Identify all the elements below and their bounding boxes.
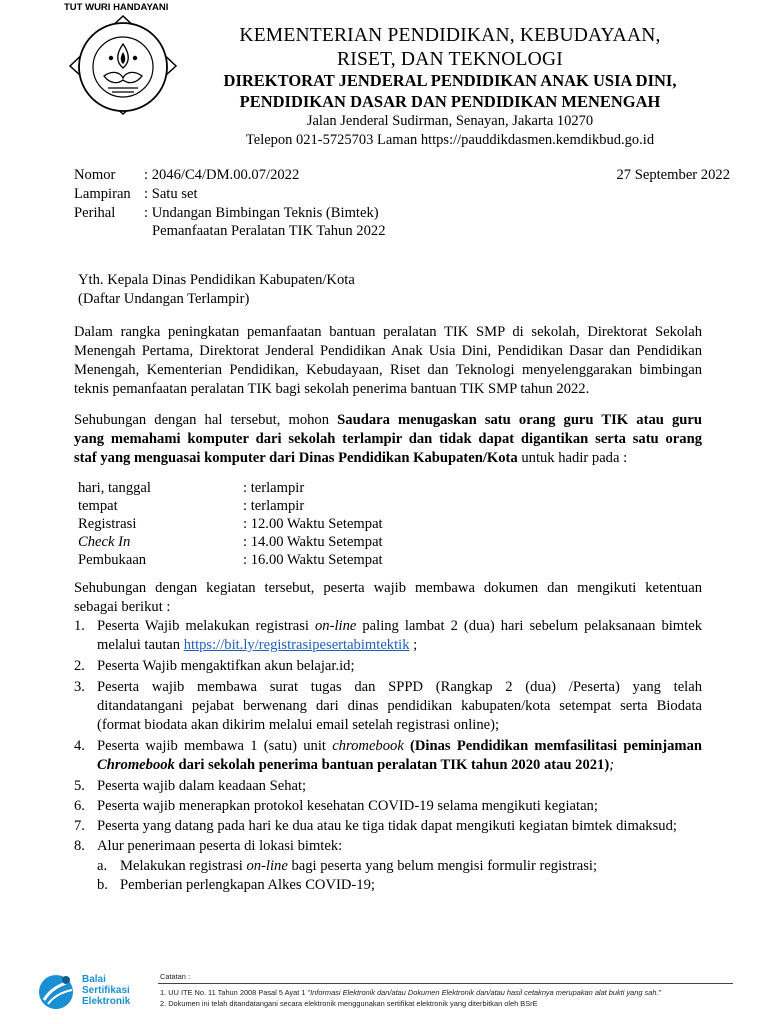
nomor-label: Nomor: [74, 167, 116, 183]
list-item-8: Alur penerimaan peserta di lokasi bimtek:: [97, 838, 343, 854]
note-italic: Informasi Elektronik dan/atau Dokumen Elektronik dan/atau hasil cetaknya merupakan alat bukti yang sah.: [310, 988, 659, 997]
footer-catatan: Catatan :: [160, 972, 190, 981]
schedule-table: [0, 479, 768, 575]
list-item-3-line3: (format biodata akan dikirim melalui email setelah registrasi online);: [97, 717, 500, 733]
schedule-value: : terlampir: [243, 480, 305, 496]
contact: Telepon 021-5725703 Laman https://pauddikdasmen.kemdikbud.go.id: [245, 132, 655, 148]
item-text: Peserta wajib membawa 1 (satu) unit: [97, 738, 333, 754]
para2-bold: Saudara menugaskan satu orang guru TIK atau guru: [337, 412, 703, 428]
list-number: 6.: [74, 798, 85, 814]
item-text: Peserta Wajib melakukan registrasi: [97, 618, 315, 634]
item-bold: dari sekolah penerima bantuan peralatan TIK tahun 2020 atau 2021): [174, 757, 610, 773]
paragraph-request: [74, 411, 702, 468]
bsre-name-line: Sertifikasi: [82, 985, 130, 996]
footer-divider: [158, 983, 733, 984]
perihal-value-cont: Pemanfaatan Peralatan TIK Tahun 2022: [152, 223, 386, 239]
item-bold-italic: Chromebook: [97, 757, 175, 773]
schedule-label: Check In: [78, 534, 131, 550]
item-bold: (Dinas Pendidikan memfasilitasi peminjaman: [403, 738, 703, 754]
ministry-name-line2: RISET, DAN TEKNOLOGI: [337, 49, 563, 70]
list-item-1-line2: [97, 636, 417, 655]
note-text: 1. UU ITE No. 11 Tahun 2008 Pasal 5 Ayat 1 ": [160, 988, 311, 997]
logo-text: TUT WURI HANDAYANI: [64, 2, 169, 13]
list-item-4-line1: [97, 737, 702, 756]
perihal-value: : Undangan Bimbingan Teknis (Bimtek): [144, 205, 379, 221]
list-item-6: Peserta wajib menerapkan protokol kesehatan COVID-19 selama mengikuti kegiatan;: [97, 798, 598, 814]
list-number: 7.: [74, 818, 85, 834]
item-text: bagi peserta yang belum mengisi formulir registrasi;: [287, 858, 598, 874]
list-item-3-line2: ditandatangani pejabat berwenang dari dinas pendidikan kabupaten/kota setempat serta Biodata: [97, 698, 702, 714]
para3-line: Sehubungan dengan kegiatan tersebut, peserta wajib membawa dokumen dan mengikuti ketentuan: [74, 580, 702, 596]
para1-line: Menengah Pertama, Direktorat Jenderal Pendidikan Anak Usia Dini, Pendidikan Dasar dan Pendidikan: [74, 343, 702, 359]
list-item-2: Peserta Wajib mengaktifkan akun belajar.id;: [97, 658, 355, 674]
list-number: 2.: [74, 658, 85, 674]
list-item-7: Peserta yang datang pada hari ke dua atau ke tiga tidak dapat mengikuti kegiatan bimtek dimaksud;: [97, 818, 677, 834]
schedule-value: : 14.00 Waktu Setempat: [243, 534, 383, 550]
list-number: 1.: [74, 618, 85, 634]
schedule-value: : terlampir: [243, 498, 305, 514]
bsre-emblem-icon: [36, 970, 78, 1012]
directorate-line2: PENDIDIKAN DASAR DAN PENDIDIKAN MENENGAH: [239, 92, 661, 111]
item-text: ;: [409, 637, 418, 653]
para2-text: untuk hadir pada :: [517, 450, 628, 466]
schedule-value: : 16.00 Waktu Setempat: [243, 552, 383, 568]
schedule-label: Registrasi: [78, 516, 137, 532]
para1-line: teknis pemanfaatan peralatan TIK bagi sekolah penerima bantuan TIK SMP tahun 2022.: [74, 381, 590, 397]
para2-text: Sehubungan dengan hal tersebut, mohon: [74, 412, 338, 428]
schedule-label: hari, tanggal: [78, 480, 151, 496]
para1-line: Dalam rangka peningkatan pemanfaatan bantuan peralatan TIK SMP di sekolah, Direktorat Sekolah: [74, 324, 702, 340]
item-italic: chromebook: [332, 738, 404, 754]
perihal-label: Perihal: [74, 205, 116, 221]
item-text: Melakukan registrasi: [120, 858, 247, 874]
schedule-label: Pembukaan: [78, 552, 147, 568]
bsre-name: [82, 974, 130, 1007]
para3-line: sebagai berikut :: [74, 599, 171, 615]
list-number: 3.: [74, 679, 85, 695]
nomor-value: : 2046/C4/DM.00.07/2022: [144, 167, 300, 183]
para1-line: Menengah, Kementerian Pendidikan, Kebudayaan, Riset dan Teknologi menyelenggarakan bimbingan: [74, 362, 702, 378]
registration-link[interactable]: https://bit.ly/registrasipesertabimtektik: [183, 637, 410, 653]
recipient-note: (Daftar Undangan Terlampir): [78, 291, 250, 307]
paragraph-intro: [74, 323, 702, 399]
recipient: Yth. Kepala Dinas Pendidikan Kabupaten/Kota: [78, 272, 355, 288]
bsre-name-line: Balai: [82, 974, 106, 985]
sub-item-a: [120, 857, 597, 876]
list-number: 5.: [74, 778, 85, 794]
ministry-name-line1: KEMENTERIAN PENDIDIKAN, KEBUDAYAAN,: [239, 25, 661, 46]
bsre-logo: [36, 970, 146, 1014]
list-number: 8.: [74, 838, 85, 854]
para2-bold: staf yang menguasai komputer dari Dinas Pendidikan Kabupaten/Kota: [74, 450, 518, 466]
item-text: paling lambat 2 (dua) hari sebelum pelaksanaan bimtek: [356, 618, 702, 634]
footer-note-2: 2. Dokumen ini telah ditandatangani secara elektronik menggunakan sertifikat elektronik yang diterbitkan oleh BSrE: [160, 999, 538, 1008]
note-text: ": [658, 988, 662, 997]
paragraph-requirements: [74, 579, 702, 617]
list-number: 4.: [74, 738, 85, 754]
schedule-value: : 12.00 Waktu Setempat: [243, 516, 383, 532]
item-italic: on-line: [246, 858, 288, 874]
letter-date: 27 September 2022: [616, 167, 730, 183]
lampiran-label: Lampiran: [74, 186, 131, 202]
footer-note-1: [160, 988, 661, 998]
list-item-5: Peserta wajib dalam keadaan Sehat;: [97, 778, 307, 794]
sub-item-b: Pemberian perlengkapan Alkes COVID-19;: [120, 877, 375, 893]
list-item-4-line2: [97, 756, 614, 775]
list-item-3-line1: Peserta wajib membawa surat tugas dan SPPD (Rangkap 2 (dua) /Peserta) yang telah: [97, 679, 702, 695]
requirements-list: [0, 617, 768, 907]
list-item-1-line1: [97, 617, 702, 636]
directorate-line1: DIREKTORAT JENDERAL PENDIDIKAN ANAK USIA DINI,: [223, 71, 677, 90]
item-text: melalui tautan: [97, 637, 184, 653]
item-italic: ;: [609, 757, 615, 773]
schedule-label: tempat: [78, 498, 118, 514]
lampiran-value: : Satu set: [144, 186, 198, 202]
bsre-name-line: Elektronik: [82, 996, 131, 1007]
sub-list-letter: b.: [97, 877, 108, 893]
address: Jalan Jenderal Sudirman, Senayan, Jakarta 10270: [306, 113, 594, 129]
para2-line: [74, 411, 702, 430]
sub-list-letter: a.: [97, 858, 108, 874]
para2-line: [74, 449, 702, 468]
emblem-icon: [64, 2, 182, 116]
tut-wuri-handayani-logo: [64, 2, 182, 116]
item-italic: on-line: [315, 618, 357, 634]
para2-bold-line: yang memahami komputer dari sekolah terlampir dan tidak dapat digantikan serta satu orang: [74, 431, 702, 447]
